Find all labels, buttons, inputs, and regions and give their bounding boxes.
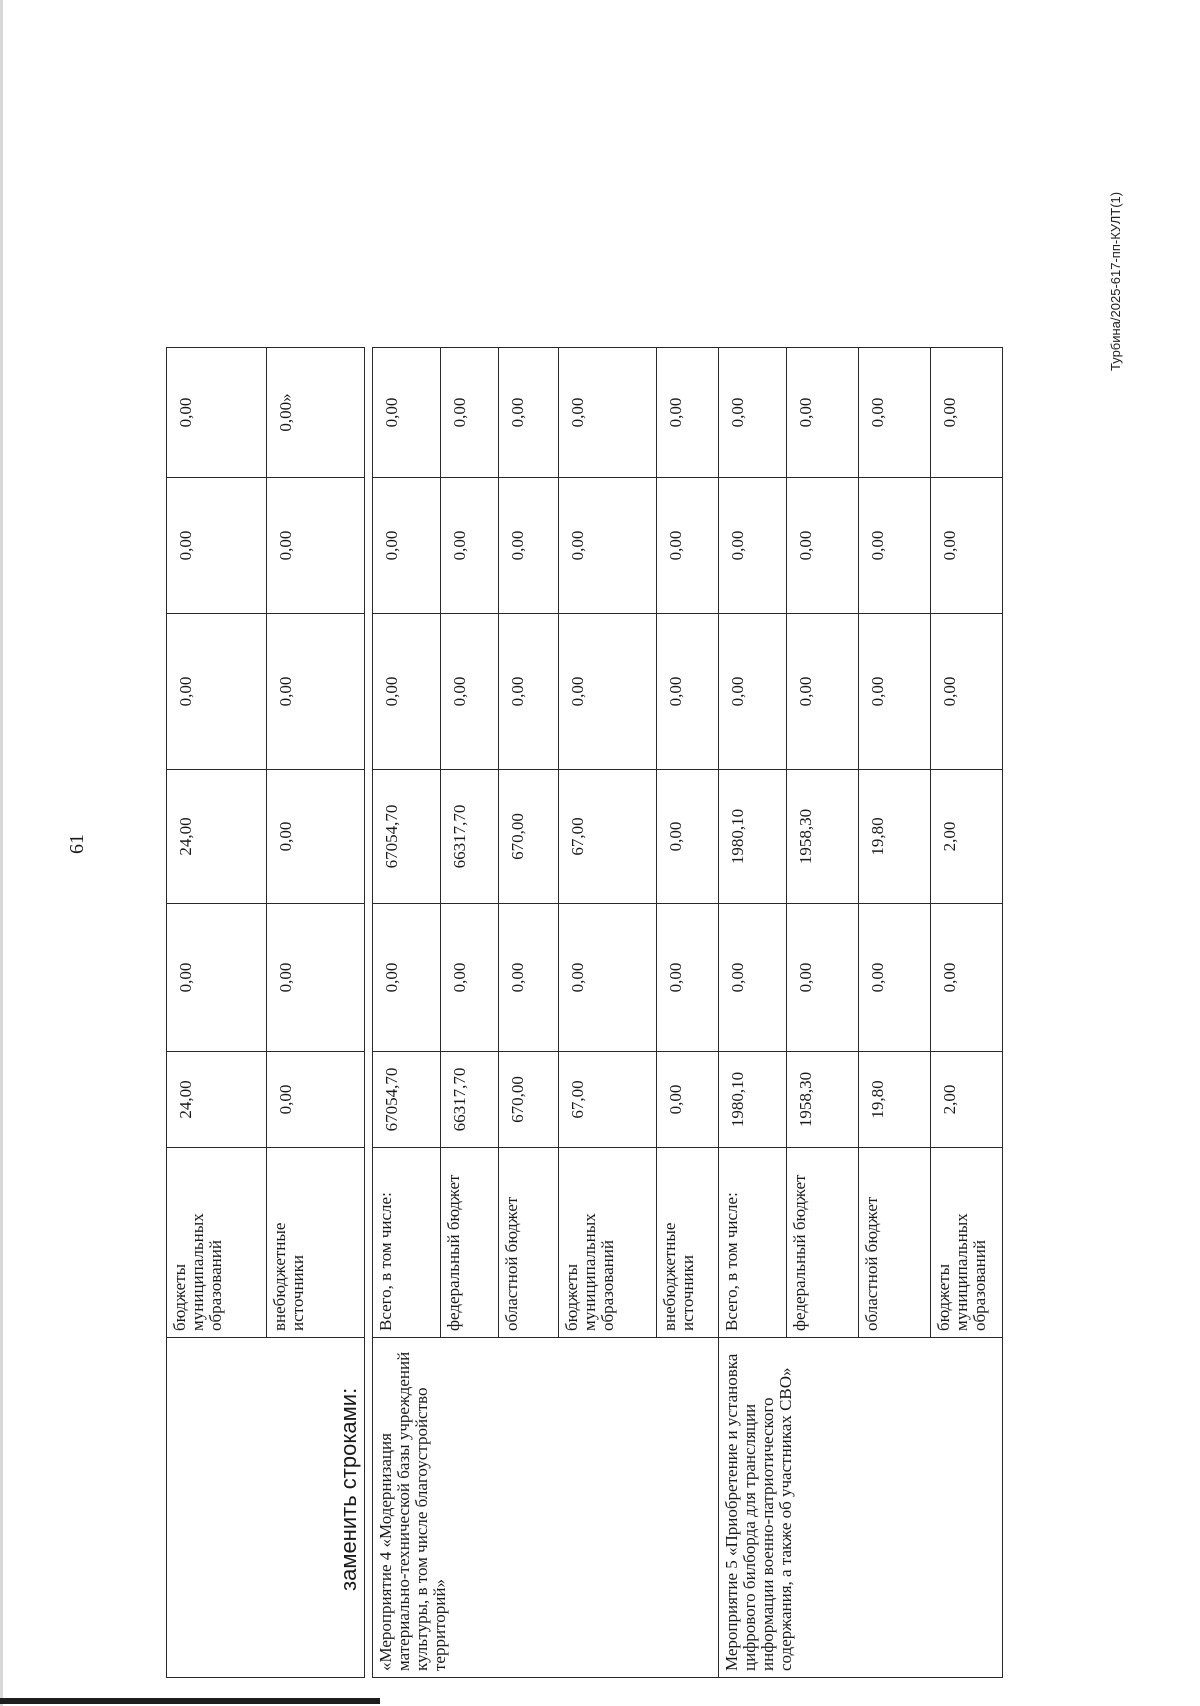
- value-cell: 670,00: [499, 770, 559, 904]
- value-cell: 0,00: [657, 614, 719, 770]
- value-cell: 0,00: [787, 904, 859, 1052]
- value-cell: 0,00: [859, 904, 931, 1052]
- funding-source-cell: областной бюджет: [499, 1148, 559, 1338]
- value-cell: 0,00: [787, 614, 859, 770]
- funding-source-cell: внебюджетные источники: [657, 1148, 719, 1338]
- value-cell: 66317,70: [441, 1052, 499, 1148]
- table-row: [719, 348, 787, 1678]
- value-cell: 1958,30: [787, 770, 859, 904]
- value-cell: 0,00: [657, 478, 719, 614]
- value-cell: 0,00: [499, 614, 559, 770]
- value-cell: 24,00: [167, 1052, 267, 1148]
- value-cell: 2,00: [931, 1052, 1003, 1148]
- funding-source-cell: федеральный бюджет: [441, 1148, 499, 1338]
- funding-source-cell: федеральный бюджет: [787, 1148, 859, 1338]
- value-cell: 0,00: [787, 348, 859, 478]
- value-cell: 0,00: [267, 614, 365, 770]
- value-cell: 0,00: [719, 614, 787, 770]
- value-cell: 0,00: [719, 478, 787, 614]
- value-cell: 0,00: [373, 904, 441, 1052]
- value-cell: 0,00: [931, 614, 1003, 770]
- value-cell: 0,00: [441, 348, 499, 478]
- value-cell: 0,00: [657, 1052, 719, 1148]
- value-cell: 2,00: [931, 770, 1003, 904]
- funding-source-cell: бюджеты муниципальных образований: [559, 1148, 657, 1338]
- event-name-cell: «Мероприятие 4 «Модернизация материально-технической базы учреждений культуры, в том числе благоустройство территорий»: [373, 1338, 719, 1678]
- value-cell: 19,80: [859, 1052, 931, 1148]
- value-cell: 0,00: [267, 1052, 365, 1148]
- value-cell: 0,00: [559, 478, 657, 614]
- value-cell: 24,00: [167, 770, 267, 904]
- value-cell: 0,00: [931, 478, 1003, 614]
- value-cell: 0,00: [373, 614, 441, 770]
- event-name-cell: Мероприятие 5 «Приобретение и установка цифрового билборда для трансляции информации военно-патриотического содержания, а также об участниках СВО»: [719, 1338, 1003, 1678]
- value-cell: 0,00: [499, 904, 559, 1052]
- funding-source-cell: внебюджетные источники: [267, 1148, 365, 1338]
- table-row: [373, 348, 441, 1678]
- value-cell: 0,00: [859, 614, 931, 770]
- funding-source-cell: бюджеты муниципальных образований: [167, 1148, 267, 1338]
- funding-source-cell: Всего, в том числе:: [719, 1148, 787, 1338]
- value-cell: 0,00: [373, 348, 441, 478]
- value-cell: 0,00: [267, 770, 365, 904]
- value-cell: 67054,70: [373, 1052, 441, 1148]
- value-cell: 0,00: [441, 904, 499, 1052]
- value-cell: 0,00»: [267, 348, 365, 478]
- value-cell: 0,00: [499, 478, 559, 614]
- event-name-cell: [167, 1338, 365, 1678]
- page-number: 61: [66, 834, 88, 854]
- value-cell: 0,00: [719, 904, 787, 1052]
- funding-source-cell: бюджеты муниципальных образований: [931, 1148, 1003, 1338]
- value-cell: 0,00: [167, 478, 267, 614]
- value-cell: 0,00: [787, 478, 859, 614]
- value-cell: 0,00: [167, 614, 267, 770]
- value-cell: 0,00: [167, 904, 267, 1052]
- value-cell: 0,00: [559, 614, 657, 770]
- value-cell: 0,00: [559, 904, 657, 1052]
- value-cell: 1958,30: [787, 1052, 859, 1148]
- value-cell: 1980,10: [719, 1052, 787, 1148]
- value-cell: 670,00: [499, 1052, 559, 1148]
- value-cell: 1980,10: [719, 770, 787, 904]
- value-cell: 0,00: [657, 904, 719, 1052]
- value-cell: 0,00: [859, 478, 931, 614]
- value-cell: 0,00: [859, 348, 931, 478]
- value-cell: 0,00: [499, 348, 559, 478]
- value-cell: 0,00: [657, 770, 719, 904]
- table-bottom: [372, 347, 1003, 1678]
- value-cell: 0,00: [931, 904, 1003, 1052]
- value-cell: 0,00: [373, 478, 441, 614]
- replace-heading: заменить строками:: [336, 1387, 361, 1591]
- value-cell: 66317,70: [441, 770, 499, 904]
- value-cell: 0,00: [267, 478, 365, 614]
- value-cell: 19,80: [859, 770, 931, 904]
- value-cell: 0,00: [559, 348, 657, 478]
- value-cell: 0,00: [657, 348, 719, 478]
- table-row: [167, 348, 267, 1678]
- value-cell: 67054,70: [373, 770, 441, 904]
- value-cell: 67,00: [559, 770, 657, 904]
- value-cell: 0,00: [167, 348, 267, 478]
- funding-source-cell: областной бюджет: [859, 1148, 931, 1338]
- funding-source-cell: Всего, в том числе:: [373, 1148, 441, 1338]
- value-cell: 0,00: [267, 904, 365, 1052]
- value-cell: 0,00: [719, 348, 787, 478]
- value-cell: 67,00: [559, 1052, 657, 1148]
- value-cell: 0,00: [931, 348, 1003, 478]
- footer-id: Турбина/2025-617-пп-КУЛТ(1): [1108, 191, 1123, 371]
- value-cell: 0,00: [441, 478, 499, 614]
- value-cell: 0,00: [441, 614, 499, 770]
